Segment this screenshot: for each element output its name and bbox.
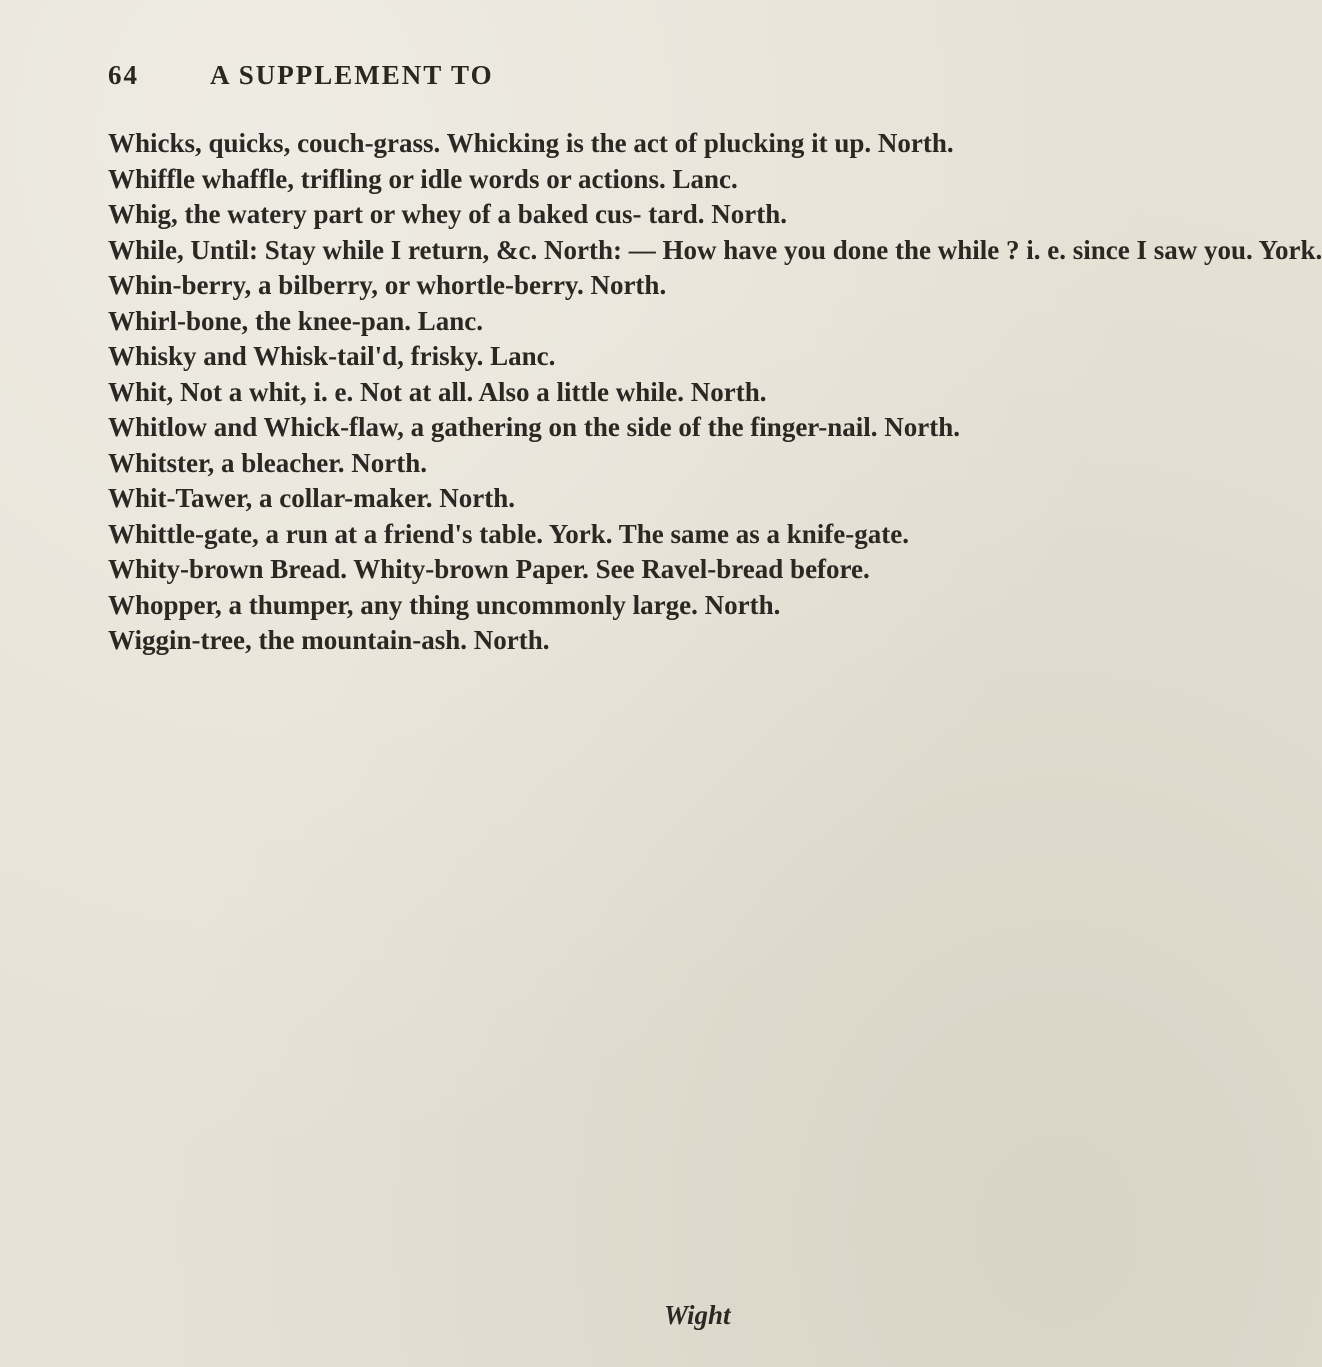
entry-line: Whin-berry, a bilberry, or whortle-berry. — [108, 270, 584, 300]
glossary-entry — [108, 552, 870, 588]
entry-line: Whirl-bone, the knee-pan. Lanc. — [108, 305, 484, 336]
entry-line: North. — [590, 270, 667, 300]
entry-line: Whit-Tawer, a collar-maker. North. — [108, 483, 515, 513]
entry-line: Whig, the watery part or whey of a baked cus- — [108, 199, 642, 229]
entry-line: Whity-brown Bread. Whity-brown Paper. See — [108, 554, 635, 584]
glossary-entry — [108, 446, 788, 482]
entry-line: large. North. — [632, 589, 781, 620]
entry-line: Whiffle whaffle, trifling or idle words or actions. — [108, 163, 666, 194]
glossary-entry — [108, 304, 788, 340]
entry-line: Wiggin-tree, the mountain-ash. North. — [108, 625, 550, 655]
entry-line: Whisky and Whisk-tail'd, frisky. Lanc. — [108, 341, 556, 371]
glossary-entry — [108, 339, 788, 375]
glossary-entry — [108, 197, 788, 233]
entry-line: Whit, Not a whit, i. e. Not at all. Also a little — [108, 376, 609, 407]
entry-line: Whittle-gate, a run at a friend's table. York. — [108, 518, 613, 549]
entry-line: saw you. York. — [1153, 234, 1322, 265]
entry-line: act of plucking it up. North. — [633, 128, 954, 158]
glossary-entry — [108, 623, 788, 659]
entry-line: while. North. — [615, 376, 767, 407]
page-number: 64 — [108, 60, 139, 90]
glossary-entry — [108, 233, 1322, 269]
entry-line: Whicks, quicks, couch-grass. Whicking is the — [108, 128, 627, 158]
entry-line: Whopper, a thumper, any thing uncommonly — [108, 589, 626, 620]
glossary-entry — [108, 410, 961, 446]
entry-line: While, Until: Stay while I return, &c. North: — [108, 234, 622, 265]
glossary-entry — [108, 268, 788, 304]
glossary-entry — [108, 588, 788, 624]
entry-line: Whitster, a bleacher. North. — [108, 447, 427, 478]
entry-line: Whitlow and Whick-flaw, a gathering on the — [108, 412, 620, 442]
entry-line: side of the finger-nail. North. — [626, 412, 961, 442]
glossary-entries — [108, 126, 1322, 659]
entry-line: Lanc. — [672, 163, 738, 194]
entry-line: tard. North. — [648, 199, 787, 229]
entry-line: The same as a knife-gate. — [618, 518, 909, 549]
catchword: Wight — [664, 1300, 731, 1330]
entry-line: — How have you done the while ? i. e. since I — [628, 234, 1147, 265]
glossary-entry — [108, 162, 788, 198]
running-head — [108, 60, 760, 100]
glossary-entry — [108, 126, 954, 162]
entry-line: Ravel-bread before. — [641, 554, 870, 584]
glossary-entry — [108, 517, 909, 553]
running-title: A SUPPLEMENT TO — [210, 60, 494, 90]
glossary-entry — [108, 481, 788, 517]
glossary-entry — [108, 375, 788, 411]
